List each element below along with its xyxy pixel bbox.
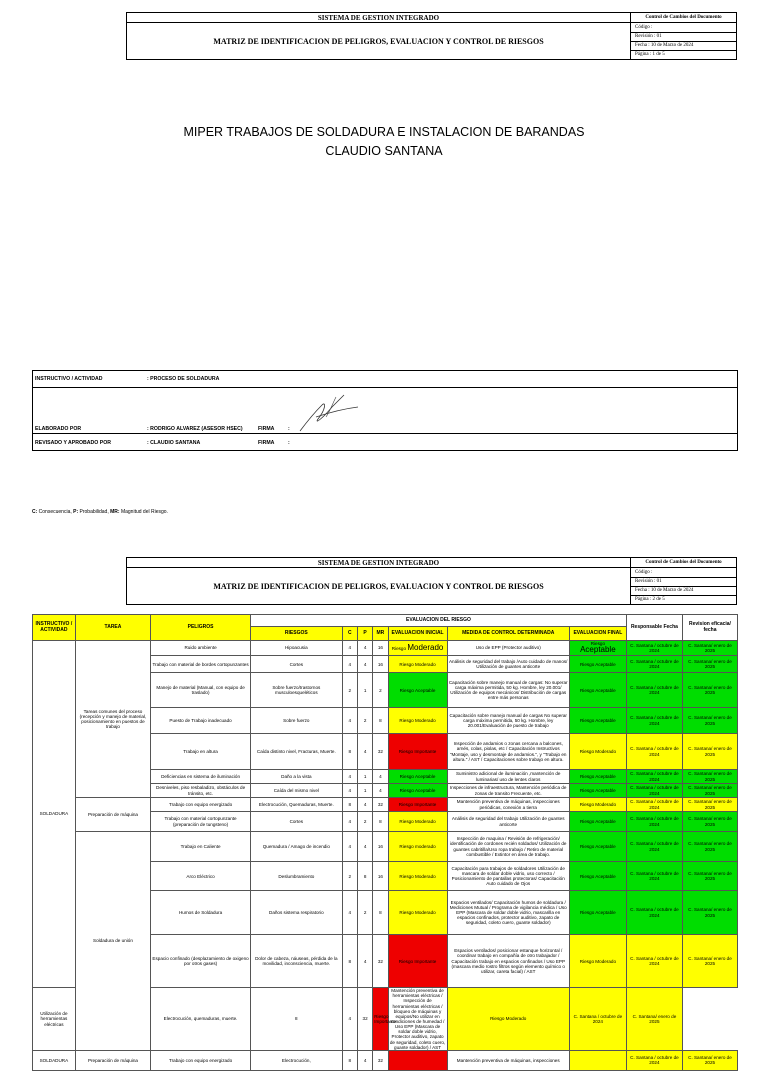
responsable-cell: C. Santana / octubre de 2024 <box>569 988 626 1051</box>
peligro-cell: Trabajo con equipo energizado <box>151 798 251 812</box>
elaborado-label: ELABORADO POR <box>35 426 82 432</box>
riesgo-cell: Sobre fuerzo <box>250 708 342 734</box>
riesgo-cell: Cortes <box>250 812 342 832</box>
tarea-cell-4: Preparación de máquina <box>75 1050 150 1070</box>
peligro-cell: Trabajo en altura <box>151 734 251 770</box>
revision-cell: C. Santana/ enero de 2025 <box>682 770 737 784</box>
riesgo-cell: Cortes <box>250 656 342 673</box>
hdr-instructivo: INSTRUCTIVO / ACTIVIDAD <box>33 615 76 641</box>
tarea-cell-1: Tareas comunes del proceso (recepción y manejo de material, posicionamiento en puestos de trabajo <box>75 641 150 798</box>
peligro-cell: Arco Eléctrico <box>151 862 251 891</box>
revisado-row <box>33 433 737 450</box>
c-cell: 4 <box>342 641 357 656</box>
eval-final-cell: Riesgo Aceptable <box>569 770 626 784</box>
revision-cell: C. Santana/ enero de 2025 <box>682 673 737 708</box>
pagina-field: Página : 1 de 5 <box>631 50 736 59</box>
system-title: SISTEMA DE GESTION INTEGRADO <box>127 13 631 23</box>
p-cell: 2 <box>357 812 372 832</box>
hdr-medida: MEDIDA DE CONTROL DETERMINADA <box>447 627 569 641</box>
eval-final-cell: Riesgo Aceptable <box>569 891 626 935</box>
peligro-cell: Trabajo con equipo energizado <box>151 1050 251 1070</box>
riesgo-cell: Daño a la vista <box>250 770 342 784</box>
riesgo-cell: Dolor de cabeza, náuseas, pérdida de la movilidad, inconsciencia, muerte. <box>250 935 342 988</box>
document-header-1 <box>126 12 737 60</box>
p-cell: 4 <box>357 798 372 812</box>
hdr-mr: MR <box>373 627 388 641</box>
eval-final-cell: Riesgo Aceptable <box>569 862 626 891</box>
revision-cell: C. Santana/ enero de 2025 <box>682 708 737 734</box>
eval-final-cell <box>569 1050 626 1070</box>
change-control-title-2: Control de Cambios del Documento <box>631 558 737 568</box>
medida-cell: Capacitación para trabajos de soldadores Utilización de mascara de soldar doble vidrio, uso correcto / Posicionamiento de pantallas protectoras/ Capacitación Auto cuidado de Ojos <box>447 862 569 891</box>
note-mr: MR: <box>110 509 120 515</box>
mr-cell: 16 <box>373 832 388 862</box>
hdr-c: C <box>342 627 357 641</box>
eval-inicial-cell: Riesgo Aceptable <box>388 784 447 798</box>
eval-inicial-cell: Riesgo Importante <box>388 935 447 988</box>
responsable-cell: C. Santana / octubre de 2024 <box>626 798 682 812</box>
revision-cell: C. Santana/ enero de 2025 <box>682 891 737 935</box>
firma-colon-2: : <box>288 440 290 446</box>
note-p-text: Probabilidad, <box>78 509 109 515</box>
note-p: P: <box>73 509 79 515</box>
revision-cell: C. Santana/ enero de 2025 <box>682 812 737 832</box>
medida-cell: Mantención preventiva de máquinas, inspecciones periódicas, conexión a tierra <box>447 798 569 812</box>
codigo-field: Código : <box>635 25 653 30</box>
eval-inicial-cell <box>388 641 447 656</box>
hdr-evaluacion-riesgo: EVALUACION DEL RIESGO <box>250 615 626 627</box>
c-cell: 4 <box>342 784 357 798</box>
hdr-p: P <box>357 627 372 641</box>
p-cell: 2 <box>357 891 372 935</box>
eval-final-cell: Riesgo Aceptable <box>569 673 626 708</box>
responsable-cell: C. Santana / octubre de 2024 <box>626 935 682 988</box>
system-title-2: SISTEMA DE GESTION INTEGRADO <box>127 558 631 568</box>
hdr-eval-inicial: EVALUACION INICIAL <box>388 627 447 641</box>
eval-inicial-cell: Riesgo Moderado <box>388 862 447 891</box>
c-cell: 4 <box>342 656 357 673</box>
mr-cell: 4 <box>373 784 388 798</box>
mr-cell: 8 <box>373 812 388 832</box>
medida-cell: Espacios ventilados/ Capacitación humos de soldadura / Mediciones Mutual / Programa de vigilancia médica / Uso EPP (Mascara de soldar doble vidrio, mascarilla en espacios confinados, protector auditivo, zapato de seguridad, coleto cuero, guante soldador) <box>447 891 569 935</box>
medida-cell: Mantención preventiva de máquinas, inspecciones <box>447 1050 569 1070</box>
eval-final-prefix: Riesgo <box>590 641 606 646</box>
p-cell: 1 <box>357 673 372 708</box>
medida-cell: Capacitación sobre manejo manual de cargas No superar carga máxima permitida, 50 kg. Hombre, ley 20.001/Evaluación de puesto de trabajo <box>447 708 569 734</box>
document-title: MATRIZ DE IDENTIFICACION DE PELIGROS, EVALUACION Y CONTROL DE RIESGOS <box>127 23 631 60</box>
eval-inicial-cell: Riesgo Importante <box>373 988 388 1051</box>
responsable-cell: C. Santana / octubre de 2024 <box>626 891 682 935</box>
c-cell: 8 <box>342 935 357 988</box>
main-title-line1: MIPER TRABAJOS DE SOLDADURA E INSTALACION DE BARANDAS <box>183 125 585 139</box>
main-title-line2: CLAUDIO SANTANA <box>325 144 443 158</box>
signature <box>296 387 366 437</box>
tarea-cell-3: Soldadura de unión <box>75 832 150 1051</box>
riesgo-cell: Caída del mismo nivel <box>250 784 342 798</box>
riesgo-cell: Daños sistema respiratorio <box>250 891 342 935</box>
peligro-cell: Deficiencias en sistema de iluminación <box>151 770 251 784</box>
instructivo-label: INSTRUCTIVO / ACTIVIDAD <box>35 376 103 382</box>
medida-cell: Suministro adicional de iluminación ,mantención de luminarias/ uso de lentes claros <box>447 770 569 784</box>
eval-inicial-prefix: Riesgo <box>391 645 407 651</box>
c-cell: 4 <box>342 812 357 832</box>
riesgo-cell: Electrocución, <box>250 1050 342 1070</box>
eval-final-cell <box>569 641 626 656</box>
revision-cell: C. Santana/ enero de 2025 <box>682 832 737 862</box>
peligro-cell: Trabajo con material de bordes cortopunzantes <box>151 656 251 673</box>
tarea-cell-2: Preparación de máquina <box>75 798 150 832</box>
mr-cell: 2 <box>373 673 388 708</box>
eval-inicial-cell: Riesgo Aceptable <box>388 770 447 784</box>
note-c: C: <box>32 509 38 515</box>
peligro-cell: Ruido ambiente <box>151 641 251 656</box>
c-cell: 8 <box>250 988 342 1051</box>
eval-inicial-cell: Riesgo Moderado <box>388 656 447 673</box>
responsable-cell: C. Santana / octubre de 2024 <box>626 656 682 673</box>
info-block <box>32 370 738 451</box>
eval-inicial-cell: Riesgo Moderado <box>388 812 447 832</box>
eval-final-cell: Riesgo Aceptable <box>569 812 626 832</box>
mr-cell: 16 <box>373 656 388 673</box>
eval-inicial-cell: Riesgo Importante <box>388 798 447 812</box>
medida-cell: Capacitación sobre manejo manual de cargas: No superar carga máxima permitida, 50 kg. Hombre, ley 20.001/ Utilización de equipos mecánicos/ Distribución de cargas entre más personas <box>447 673 569 708</box>
responsable-cell: C. Santana / octubre de 2024 <box>626 862 682 891</box>
c-cell: 2 <box>342 673 357 708</box>
mr-cell: 32 <box>373 798 388 812</box>
responsable-cell: C. Santana / octubre de 2024 <box>626 812 682 832</box>
eval-final-cell: Riesgo Aceptable <box>569 784 626 798</box>
c-cell: 4 <box>342 832 357 862</box>
responsable-cell: C. Santana / octubre de 2024 <box>626 1050 682 1070</box>
revisado-value: : CLAUDIO SANTANA <box>147 440 201 446</box>
medida-cell: Espacios ventilados/ posicionar estanque horizontal / coordinar trabajo en compañía de otro trabajador / Capacitación trabajo en espacios confinados / Uso EPP (mascara medio rostro filtros según elemento químico o utilizar, careta facial) / AST <box>447 935 569 988</box>
responsable-cell: C. Santana / octubre de 2024 <box>626 708 682 734</box>
pagina-field-2: Página : 2 de 5 <box>631 595 736 604</box>
eval-inicial-cell <box>388 1050 447 1070</box>
mr-cell: 32 <box>373 1050 388 1070</box>
table-row <box>33 1050 738 1070</box>
p-cell: 4 <box>357 935 372 988</box>
peligro-cell: Espacio confinado (desplazamiento de oxigeno por otros gases) <box>151 935 251 988</box>
eval-final-cell: Riesgo Moderado <box>569 935 626 988</box>
responsable-cell: C. Santana / octubre de 2024 <box>626 770 682 784</box>
peligro-cell: Puesto de Trabajo inadecuado <box>151 708 251 734</box>
revision-cell: C. Santana/ enero de 2025 <box>682 798 737 812</box>
peligro-cell: Manejo de material (Manual, con equipo de traslado) <box>151 673 251 708</box>
eval-final-cell: Riesgo Aceptable <box>569 832 626 862</box>
firma-colon: : <box>288 426 290 432</box>
change-control-title: Control de Cambios del Documento <box>631 13 737 23</box>
revision-field-2: Revisión : 01 <box>631 577 736 586</box>
p-cell: 4 <box>357 641 372 656</box>
p-cell: 4 <box>357 832 372 862</box>
revision-cell: C. Santana/ enero de 2025 <box>682 784 737 798</box>
table-row <box>33 641 738 656</box>
p-cell: 1 <box>357 770 372 784</box>
revision-cell: C. Santana/ enero de 2025 <box>682 641 737 656</box>
revisado-label: REVISADO Y APROBADO POR <box>35 440 112 446</box>
p-cell: 2 <box>357 708 372 734</box>
c-cell: 2 <box>342 862 357 891</box>
c-cell: 4 <box>342 708 357 734</box>
risk-matrix <box>32 614 738 1071</box>
responsable-cell: C. Santana / octubre de 2024 <box>626 784 682 798</box>
c-cell: 8 <box>342 734 357 770</box>
revision-cell: C. Santana/ enero de 2025 <box>682 935 737 988</box>
responsable-cell: C. Santana / octubre de 2024 <box>626 734 682 770</box>
medida-cell: Inspección de andamios o zonas cercana a balcones, arnés, colas, piolas, etc / Capacitación Instructivos "Montaje, uso y desmontaje de andamios.", y "Trabajo en altura." / AST / Capacitaciones sobre trabajo en altura. <box>447 734 569 770</box>
revision-cell: C. Santana/ enero de 2025 <box>682 862 737 891</box>
mr-cell: 16 <box>373 862 388 891</box>
hdr-eval-final: EVALUACION FINAL <box>569 627 626 641</box>
revision-cell: C. Santana/ enero de 2025 <box>682 734 737 770</box>
elaborado-value: : RODRIGO ALVAREZ (ASESOR HSEC) <box>147 426 243 432</box>
document-header-2 <box>126 557 737 605</box>
eval-inicial-cell: Riesgo moderado <box>388 832 447 862</box>
peligro-cell: Humos de Soldadura <box>151 891 251 935</box>
riesgo-cell: Quemadura / Amago de incendio <box>250 832 342 862</box>
revision-cell: C. Santana/ enero de 2025 <box>682 656 737 673</box>
activity-cell: SOLDADURA <box>33 641 76 988</box>
firma-label-2: FIRMA <box>258 440 275 446</box>
codigo-field-2: Código : <box>635 570 653 575</box>
mr-cell: 32 <box>357 988 372 1051</box>
eval-final-level: Aceptable <box>580 645 616 655</box>
eval-final-cell: Riesgo Moderado <box>569 734 626 770</box>
peligro-cell: Desniveles, piso resbaladizo, obstáculos de tránsito, etc. <box>151 784 251 798</box>
eval-inicial-cell: Riesgo Aceptable <box>388 673 447 708</box>
eval-inicial-level: Moderado <box>407 642 444 652</box>
p-cell: 4 <box>357 1050 372 1070</box>
eval-inicial-cell: Riesgo Moderado <box>388 891 447 935</box>
activity-cell-2: SOLDADURA <box>33 1050 76 1070</box>
mr-cell: 4 <box>373 770 388 784</box>
revision-field: Revisión : 01 <box>631 32 736 41</box>
responsable-cell: C. Santana / octubre de 2024 <box>626 832 682 862</box>
c-cell: 8 <box>342 798 357 812</box>
p-cell: 4 <box>357 734 372 770</box>
revision-cell: C. Santana/ enero de 2025 <box>682 1050 737 1070</box>
riesgo-cell: Deslumbramiento <box>250 862 342 891</box>
peligro-cell: Trabajo con material cortopunzante (preparación de tungsteno) <box>151 812 251 832</box>
mr-cell: 8 <box>373 891 388 935</box>
medida-cell: Uso de EPP (Protector auditivo) <box>447 641 569 656</box>
firma-label: FIRMA <box>258 426 275 432</box>
medida-cell: Inspección de maquina / Revisión de refrigeración/ identificación de cordones recién soldados/ Utilización de guantes cabritilla/Uso ropa trabajo / Retiro de material combustible / Extintor en área de trabajo. <box>447 832 569 862</box>
medida-cell: Inspecciones de infraestructura, Mantención periódica de zonas de transito Frecuente, etc. <box>447 784 569 798</box>
medida-cell: Análisis de seguridad del trabajo /Auto cuidado de manos/ Utilización de guantes anticorte <box>447 656 569 673</box>
medida-cell: Análisis de seguridad del trabajo Utilización de guantes anticorte <box>447 812 569 832</box>
p-cell: 4 <box>342 988 357 1051</box>
c-cell: 4 <box>342 770 357 784</box>
note-mr-text: Magnitud del Riesgo. <box>119 509 168 515</box>
c-cell: 4 <box>342 891 357 935</box>
hdr-peligros: PELIGROS <box>151 615 251 641</box>
instructivo-row <box>33 371 737 387</box>
revision-cell: C. Santana/ enero de 2025 <box>626 988 682 1051</box>
riesgo-cell: Caída distinto nivel, Fracturas, Muerte. <box>250 734 342 770</box>
instructivo-value: : PROCESO DE SOLDADURA <box>147 376 220 382</box>
responsable-cell: C. Santana / octubre de 2024 <box>626 673 682 708</box>
hdr-responsable: Responsable Fecha <box>626 615 682 641</box>
riesgo-cell: Hipoacusia <box>250 641 342 656</box>
riesgo-cell: Electrocución, quemaduras, muerte. <box>151 988 251 1051</box>
mr-cell: 16 <box>373 641 388 656</box>
hdr-riesgos: RIESGOS <box>250 627 342 641</box>
eval-final-cell: Riesgo Aceptable <box>569 708 626 734</box>
fecha-field-2: Fecha : 10 de Marzo de 2024 <box>631 586 736 595</box>
main-title <box>0 123 768 161</box>
p-cell: 4 <box>357 656 372 673</box>
eval-final-cell: Riesgo Moderado <box>569 798 626 812</box>
p-cell: 1 <box>357 784 372 798</box>
peligro-cell: Trabajo en Caliente <box>151 832 251 862</box>
medida-cell: Mantención preventiva de herramientas eléctricas / Inspección de herramientas eléctricas / bloqueo de máquinas y equipos/No utilizar en condiciones de humedad / Uso EPP (Mascara de soldar doble vidrio, Protector auditivo, zapato de seguridad, coleto cuero, guante soldador) / AST <box>389 988 446 1050</box>
hdr-tarea: TAREA <box>75 615 150 641</box>
elaborado-row <box>33 387 737 433</box>
mr-cell: 8 <box>373 708 388 734</box>
table-row <box>33 832 738 862</box>
eval-inicial-cell: Riesgo Importante <box>388 734 447 770</box>
p-cell: 8 <box>357 862 372 891</box>
mr-cell: 32 <box>373 935 388 988</box>
responsable-cell: C. Santana / octubre de 2024 <box>626 641 682 656</box>
legend-note <box>32 509 168 515</box>
c-cell: 8 <box>342 1050 357 1070</box>
mr-cell: 32 <box>373 734 388 770</box>
eval-final-cell: Riesgo Moderado <box>447 988 569 1051</box>
fecha-field: Fecha : 10 de Marzo de 2024 <box>631 41 736 50</box>
eval-final-cell: Riesgo Aceptable <box>569 656 626 673</box>
document-title-2: MATRIZ DE IDENTIFICACION DE PELIGROS, EVALUACION Y CONTROL DE RIESGOS <box>127 568 631 605</box>
table-row <box>33 798 738 812</box>
hdr-revision: Revision eficacia/ fecha <box>682 615 737 641</box>
riesgo-cell: Electrocución, Quemaduras, Muerte. <box>250 798 342 812</box>
note-c-text: Consecuencia, <box>37 509 72 515</box>
riesgo-cell: Sobre fuerzo/trastornos musculoesqueléticos <box>250 673 342 708</box>
eval-inicial-cell: Riesgo Moderado <box>388 708 447 734</box>
peligro-cell: Utilización de herramientas eléctricas <box>33 988 76 1051</box>
